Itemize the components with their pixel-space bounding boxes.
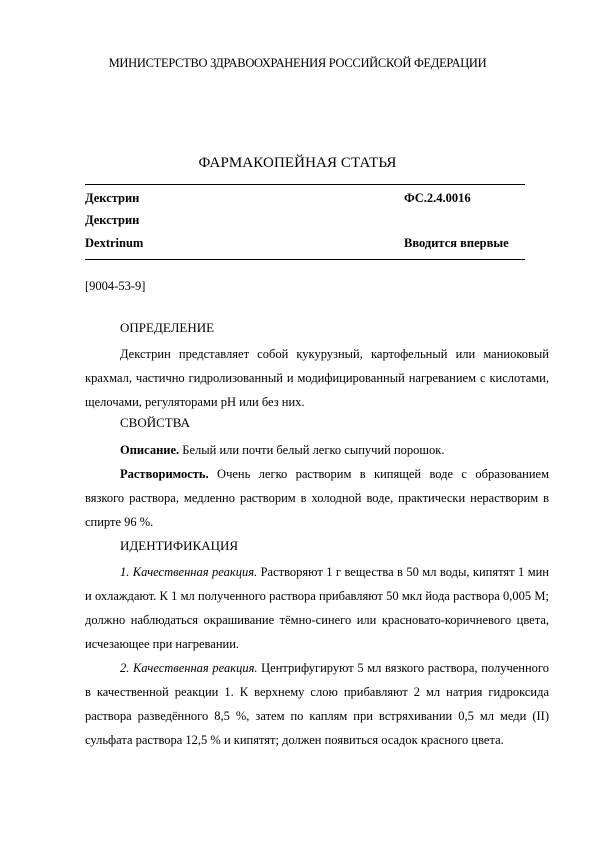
identification-test2-paragraph <box>85 656 549 752</box>
ministry-header: МИНИСТЕРСТВО ЗДРАВООХРАНЕНИЯ РОССИЙСКОЙ ФЕДЕРАЦИИ <box>108 56 487 70</box>
test1-text: Растворяют 1 г вещества в 50 мл воды, кипятят 1 мин и охлаждают. К 1 мл полученного раствора прибавляют 50 мкл йода раствора 0,005 М; должно наблюдаться окрашивание тёмно-синего или красновато-коричневого цвета, исчезающее при нагревании. <box>85 565 550 651</box>
header-bottom-rule <box>85 259 525 260</box>
definition-paragraph <box>85 342 549 414</box>
cas-number: [9004-53-9] <box>85 279 146 293</box>
article-name-latin: Dextrinum <box>85 236 144 250</box>
article-name-ru: Декстрин <box>85 191 140 205</box>
article-code: ФС.2.4.0016 <box>404 191 471 205</box>
description-paragraph <box>85 438 549 462</box>
identification-test1-paragraph <box>85 560 549 656</box>
solubility-text: Очень легко растворим в кипящей воде с образованием вязкого раствора, медленно растворим в холодной воде, практически нерастворим в спирте 96 %. <box>85 467 549 529</box>
properties-heading: СВОЙСТВА <box>120 415 190 430</box>
article-name-ru-alt: Декстрин <box>85 213 140 227</box>
test2-label: 2. Качественная реакция. <box>120 661 258 675</box>
definition-heading: ОПРЕДЕЛЕНИЕ <box>120 320 215 335</box>
test1-label: 1. Качественная реакция. <box>120 565 258 579</box>
solubility-label: Растворимость. <box>120 467 209 481</box>
description-text: Белый или почти белый легко сыпучий порошок. <box>179 443 445 457</box>
article-status: Вводится впервые <box>404 236 509 250</box>
solubility-paragraph <box>85 462 549 534</box>
identification-heading: ИДЕНТИФИКАЦИЯ <box>120 538 239 553</box>
test2-text: Центрифугируют 5 мл вязкого раствора, полученного в качественной реакции 1. К верхнему слою прибавляют 2 мл натрия гидроксида раствора разведённого 8,5 %, затем по каплям при встряхивании 0,5 мл меди (II) сульфата раствора 12,5 % и кипятят; должен появиться осадок красного цвета. <box>85 661 549 747</box>
document-title: ФАРМАКОПЕЙНАЯ СТАТЬЯ <box>198 155 397 171</box>
description-label: Описание. <box>120 443 180 457</box>
definition-text: Декстрин представляет собой кукурузный, картофельный или маниоковый крахмал, частично гидролизованный и модифицированный нагреванием с кислотами, щелочами, регуляторами pH или без них. <box>85 347 549 409</box>
header-top-rule <box>85 184 525 185</box>
